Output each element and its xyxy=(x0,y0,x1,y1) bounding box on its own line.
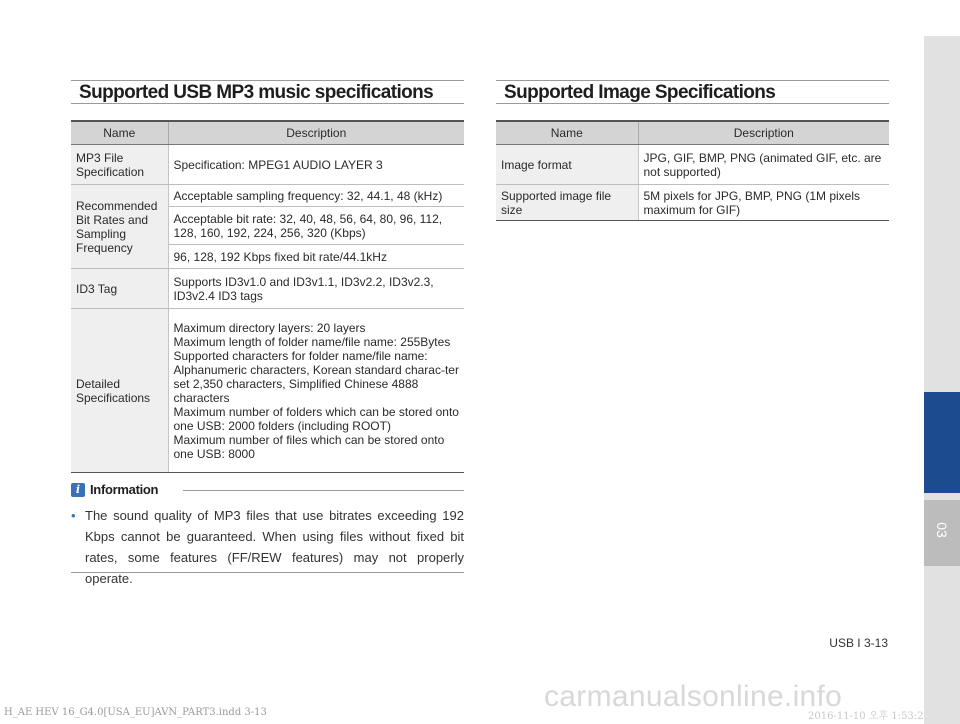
row-description xyxy=(168,309,464,473)
usb-mp3-spec-table xyxy=(71,120,464,473)
table-header-row xyxy=(71,121,464,145)
row-description: JPG, GIF, BMP, PNG (animated GIF, etc. are not supported) xyxy=(638,145,889,185)
row-description: 96, 128, 192 Kbps fixed bit rate/44.1kHz xyxy=(168,245,464,269)
divider xyxy=(71,572,464,573)
row-description: Specification: MPEG1 AUDIO LAYER 3 xyxy=(168,145,464,185)
information-header xyxy=(71,482,464,498)
row-description: 5M pixels for JPG, BMP, PNG (1M pixels maximum for GIF) xyxy=(638,185,889,221)
table-row xyxy=(71,145,464,185)
chapter-number: 03 xyxy=(934,522,950,538)
usb-mp3-spec-title: Supported USB MP3 music specifications xyxy=(71,80,464,104)
row-name: Detailed Specifications xyxy=(71,309,168,473)
row-name: ID3 Tag xyxy=(71,269,168,309)
detail-line: Maximum directory layers: 20 layers xyxy=(173,320,366,335)
table-row xyxy=(71,185,464,207)
detail-line: Supported characters for folder name/file name: Alphanumeric characters, Korean standard charac-ter set 2,350 characters, Simplified Chinese 4888 characters xyxy=(173,348,459,405)
page-number: USB I 3-13 xyxy=(829,636,888,650)
column-header-name: Name xyxy=(496,121,638,145)
column-header-name: Name xyxy=(71,121,168,145)
divider xyxy=(183,490,464,491)
information-body xyxy=(71,505,464,589)
footer-date: 2016-11-10 오후 1:53:2 xyxy=(808,711,924,722)
information-text: The sound quality of MP3 files that use bitrates exceeding 192 Kbps cannot be guaranteed. When using files without fixed bit rates, some features (FF/REW features) may not properly operate. xyxy=(85,508,464,586)
image-spec-table xyxy=(496,120,889,221)
table-row xyxy=(71,269,464,309)
column-header-description: Description xyxy=(168,121,464,145)
row-name: Image format xyxy=(496,145,638,185)
row-name: Recommended Bit Rates and Sampling Frequency xyxy=(71,185,168,269)
footer-file-name: H_AE HEV 16_G4.0[USA_EU]AVN_PART3.indd 3-13 xyxy=(4,707,267,718)
table-header-row xyxy=(496,121,889,145)
detail-line: Maximum number of files which can be stored onto one USB: 8000 xyxy=(173,432,445,461)
row-description: Acceptable sampling frequency: 32, 44.1, 48 (kHz) xyxy=(168,185,464,207)
table-row xyxy=(496,145,889,185)
information-label: Information xyxy=(90,482,159,497)
information-bullet xyxy=(71,505,464,589)
table-row xyxy=(496,185,889,221)
table-row xyxy=(71,309,464,473)
row-description: Acceptable bit rate: 32, 40, 48, 56, 64, 80, 96, 112, 128, 160, 192, 224, 256, 320 (Kbps) xyxy=(168,207,464,245)
column-header-description: Description xyxy=(638,121,889,145)
watermark: carmanualsonline.info xyxy=(544,680,843,713)
side-tab-active xyxy=(924,392,960,493)
side-tab-strip xyxy=(924,36,960,724)
row-description: Supports ID3v1.0 and ID3v1.1, ID3v2.2, ID3v2.3, ID3v2.4 ID3 tags xyxy=(168,269,464,309)
image-spec-title: Supported Image Specifications xyxy=(496,80,889,104)
row-name: Supported image file size xyxy=(496,185,638,221)
info-icon: i xyxy=(71,483,85,497)
detail-line: Maximum length of folder name/file name: 255Bytes xyxy=(173,334,451,349)
detail-line: Maximum number of folders which can be stored onto one USB: 2000 folders (including ROOT) xyxy=(173,404,459,433)
bullet-dot-icon: • xyxy=(71,508,76,523)
row-name: MP3 File Specification xyxy=(71,145,168,185)
